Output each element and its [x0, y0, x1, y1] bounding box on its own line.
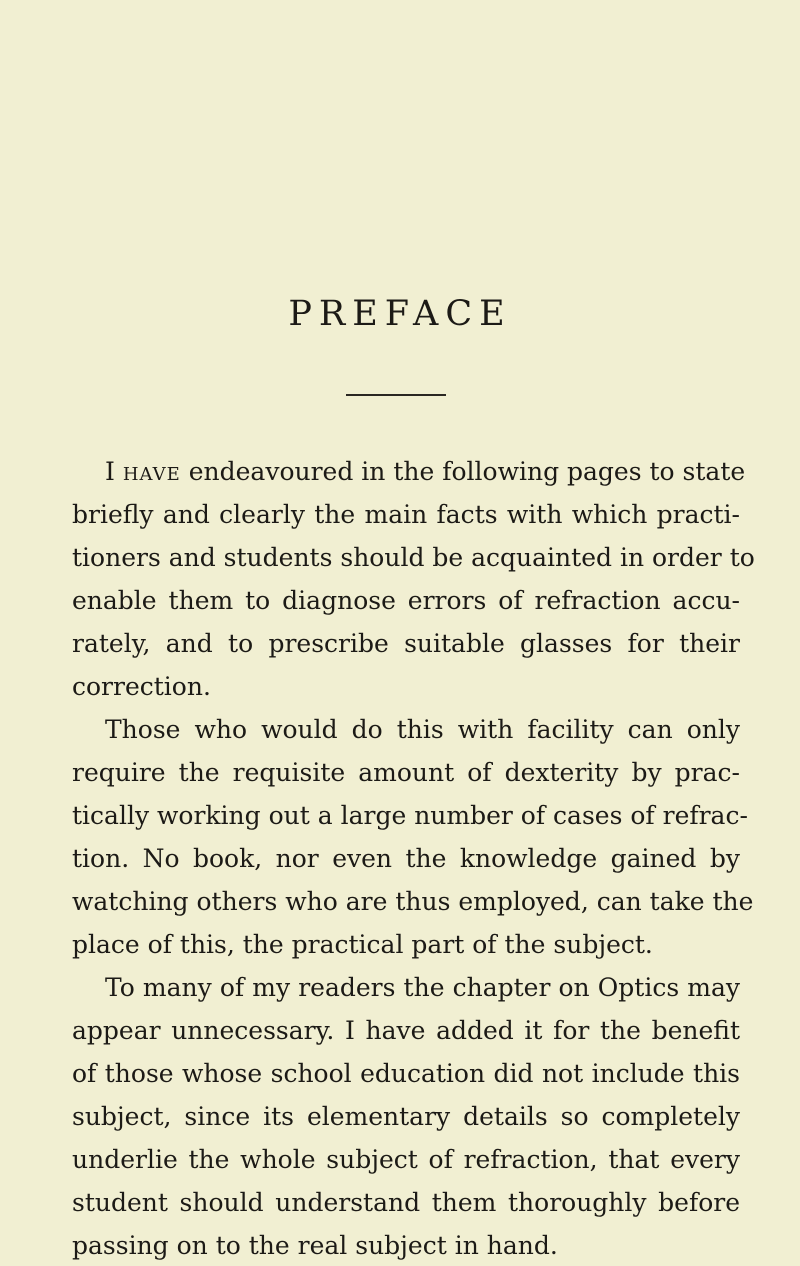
- text-line: enable them to diagnose errors of refraction accu-: [72, 586, 740, 615]
- text-line: tically working out a large number of cases of refrac-: [72, 801, 748, 830]
- text-line: Those who would do this with facility can only: [105, 715, 740, 744]
- text-line: tioners and students should be acquainted in order to: [72, 543, 755, 572]
- text-line: [105, 452, 746, 492]
- text-line: rately, and to prescribe suitable glasses for their: [72, 629, 740, 658]
- text-line: of those whose school education did not include this: [72, 1059, 740, 1088]
- drop-initial: I: [105, 457, 123, 486]
- text-line: require the requisite amount of dexterity by prac-: [72, 758, 740, 787]
- text-line: briefly and clearly the main facts with which practi-: [72, 500, 740, 529]
- line-text: endeavoured in the following pages to state: [180, 457, 746, 486]
- text-line: watching others who are thus employed, can take the: [72, 887, 754, 916]
- text-line: place of this, the practical part of the subject.: [72, 930, 653, 959]
- page-heading: PREFACE: [288, 294, 512, 334]
- text-line: tion. No book, nor even the knowledge gained by: [72, 844, 740, 873]
- text-line: student should understand them thoroughly before: [72, 1188, 740, 1217]
- text-line: underlie the whole subject of refraction, that every: [72, 1145, 740, 1174]
- heading-rule: [346, 394, 446, 396]
- text-line: To many of my readers the chapter on Optics may: [105, 973, 740, 1002]
- text-line: appear unnecessary. I have added it for the benefit: [72, 1016, 740, 1045]
- text-line: correction.: [72, 672, 211, 701]
- text-line: passing on to the real subject in hand.: [72, 1231, 558, 1260]
- text-line: subject, since its elementary details so completely: [72, 1102, 740, 1131]
- small-caps-word: have: [122, 457, 181, 486]
